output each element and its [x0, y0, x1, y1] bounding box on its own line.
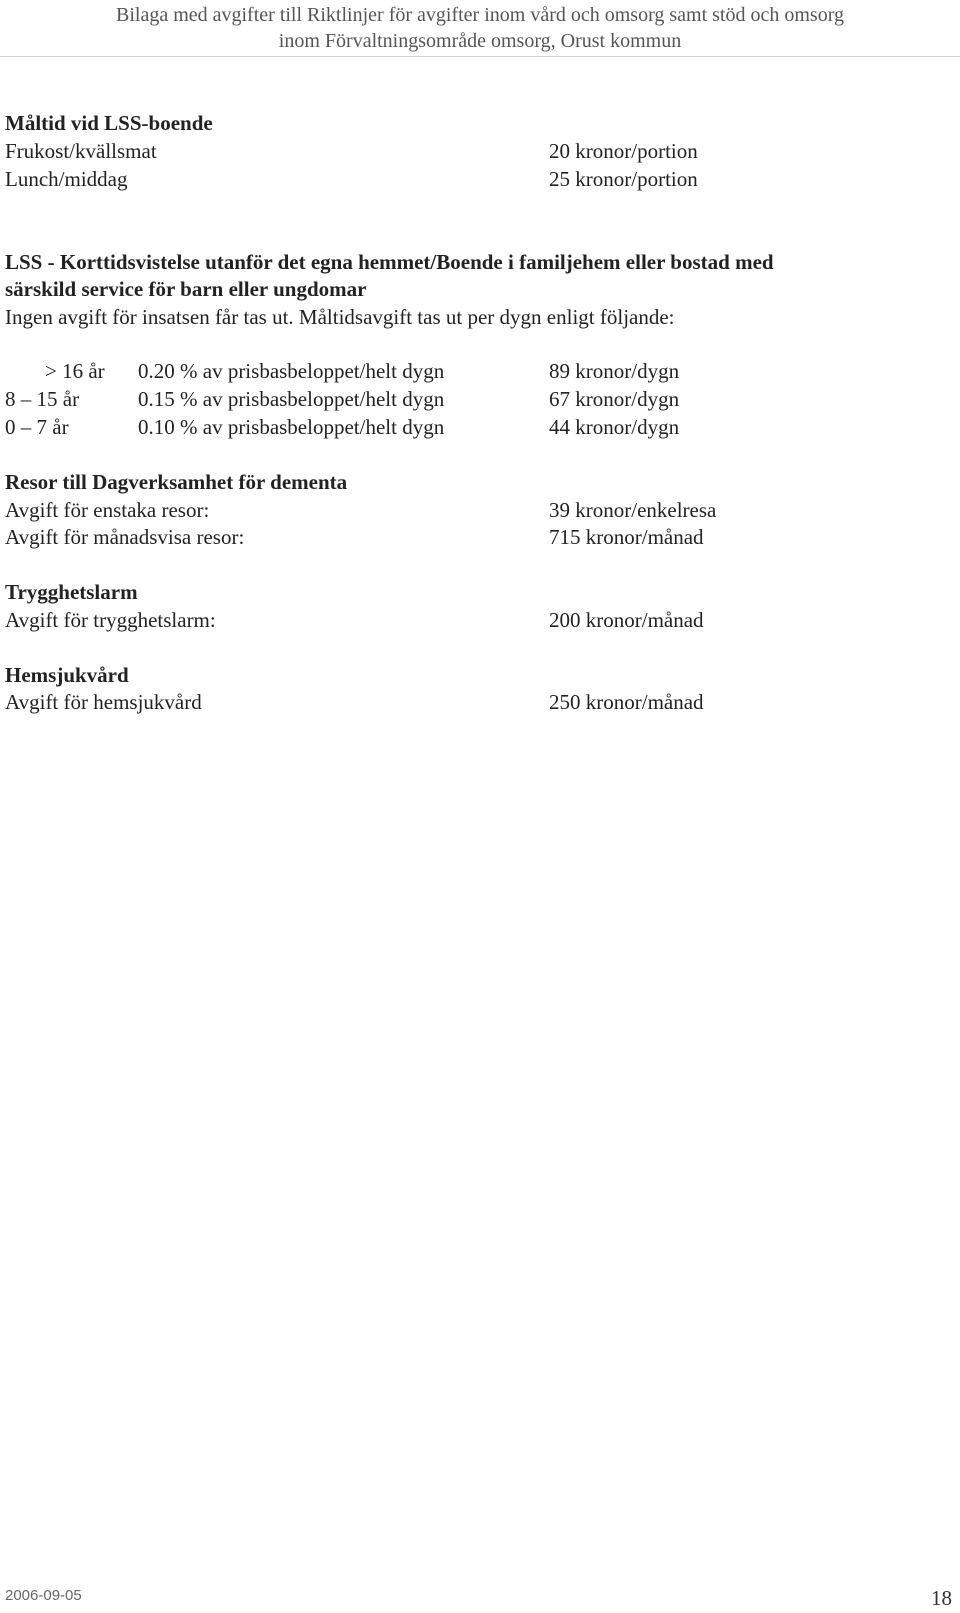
section-title-hemsjukvard: Hemsjukvård [5, 663, 129, 687]
page-number: 18 [931, 1586, 952, 1610]
hemsjukvard-row-label: Avgift för hemsjukvård [5, 690, 202, 714]
lss-age-label: 8 – 15 år [5, 387, 80, 411]
maltid-row-label: Lunch/middag [5, 167, 128, 191]
maltid-row-label: Frukost/kvällsmat [5, 139, 157, 163]
maltid-row-value: 20 kronor/portion [549, 139, 698, 163]
header-line-1: Bilaga med avgifter till Riktlinjer för avgifter inom vård och omsorg samt stöd och omsorg [115, 4, 845, 26]
resor-row-value: 39 kronor/enkelresa [549, 498, 717, 522]
lss-age-label: > 16 år [45, 359, 105, 383]
lss-fee-value: 44 kronor/dygn [549, 415, 680, 439]
lss-fee-value: 89 kronor/dygn [549, 359, 680, 383]
footer-date: 2006-09-05 [5, 1587, 82, 1604]
lss-age-label: 0 – 7 år [5, 415, 69, 439]
header-line-2: inom Förvaltningsområde omsorg, Orust kommun [278, 30, 682, 52]
lss-rate-text: 0.20 % av prisbasbeloppet/helt dygn [138, 359, 445, 383]
resor-row-value: 715 kronor/månad [549, 525, 704, 549]
section-title-lss-line-2: särskild service för barn eller ungdomar [5, 277, 367, 301]
page-header [0, 2, 960, 54]
resor-row-label: Avgift för månadsvisa resor: [5, 525, 245, 549]
lss-intro-text: Ingen avgift för insatsen får tas ut. Måltidsavgift tas ut per dygn enligt följande: [5, 305, 675, 329]
section-title-resor: Resor till Dagverksamhet för dementa [5, 470, 348, 494]
section-title-maltid: Måltid vid LSS-boende [5, 111, 213, 135]
hemsjukvard-row-value: 250 kronor/månad [549, 690, 704, 714]
header-divider [0, 56, 960, 57]
resor-row-label: Avgift för enstaka resor: [5, 498, 210, 522]
section-title-lss-line-1: LSS - Korttidsvistelse utanför det egna hemmet/Boende i familjehem eller bostad med [5, 250, 774, 274]
lss-rate-text: 0.10 % av prisbasbeloppet/helt dygn [138, 415, 445, 439]
maltid-row-value: 25 kronor/portion [549, 167, 698, 191]
lss-rate-text: 0.15 % av prisbasbeloppet/helt dygn [138, 387, 445, 411]
trygghetslarm-row-value: 200 kronor/månad [549, 608, 704, 632]
lss-fee-value: 67 kronor/dygn [549, 387, 680, 411]
section-title-trygghetslarm: Trygghetslarm [5, 580, 138, 604]
trygghetslarm-row-label: Avgift för trygghetslarm: [5, 608, 216, 632]
